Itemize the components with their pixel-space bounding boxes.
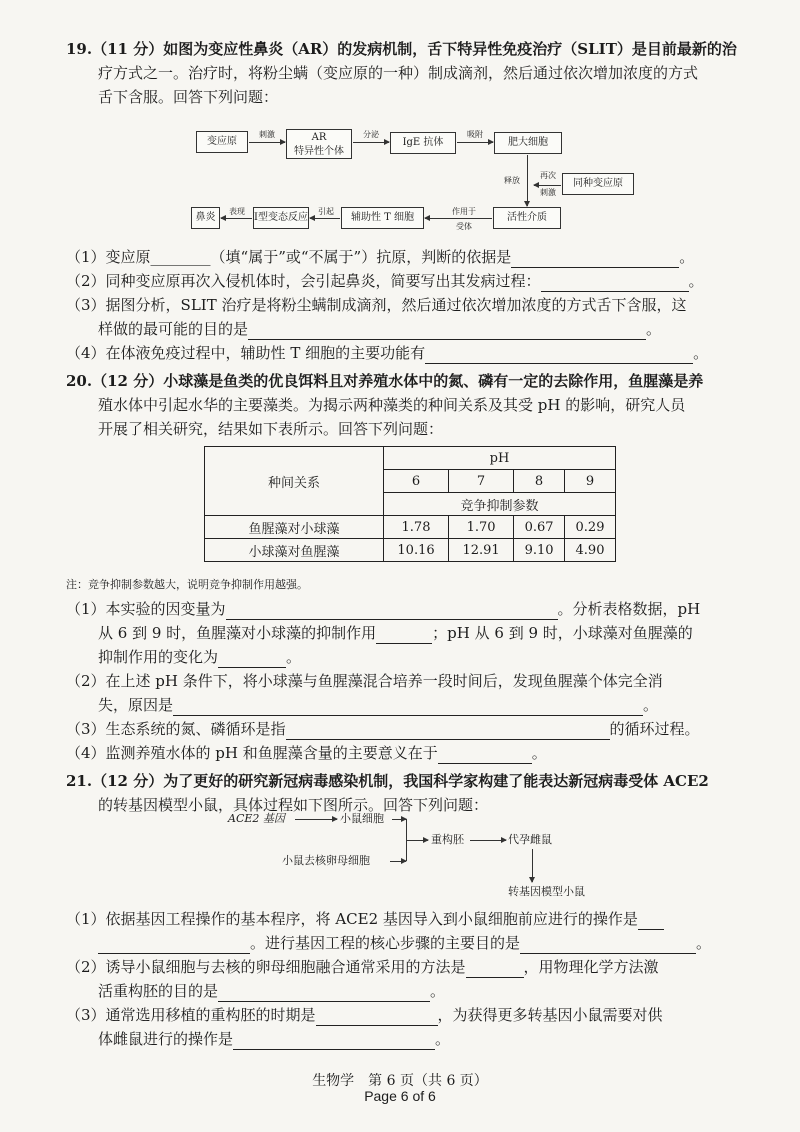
q20-sub4	[66, 742, 756, 764]
arrow-label: 再次	[540, 171, 556, 180]
answer-blank[interactable]	[520, 937, 696, 954]
q20-sub1-line1	[66, 598, 756, 620]
arrow-left	[534, 185, 561, 186]
arrow	[295, 819, 337, 820]
arrow-label: 受体	[456, 222, 472, 231]
competition-table	[204, 446, 616, 562]
q21-sub3-text: 体雌鼠进行的操作是	[98, 1030, 234, 1048]
footer-page-number: Page 6 of 6	[364, 1088, 436, 1104]
answer-blank[interactable]	[98, 937, 250, 954]
q21-sub1-line1	[66, 908, 756, 930]
answer-blank[interactable]	[286, 723, 610, 740]
q21-sub2-text: 活重构胚的目的是	[98, 982, 219, 1000]
q20-stem-line2: 殖水体中引起水华的主要藻类。为揭示两种藻类的种间关系及其受 pH 的影响，研究人员	[98, 396, 686, 414]
diagram-transgenic-mouse: 转基因模型小鼠	[508, 885, 585, 898]
table-row	[205, 539, 616, 562]
table-row-label: 鱼腥藻对小球藻	[205, 516, 384, 539]
table-row-label: 小球藻对鱼腥藻	[205, 539, 384, 562]
q21-sub1-text: （1）依据基因工程操作的基本程序，将 ACE2 基因导入到小鼠细胞前应进行的操作是	[66, 910, 638, 928]
q21-sub3-line2	[98, 1028, 788, 1050]
q19-stem-line2: 疗方式之一。治疗时，将粉尘螨（变应原的一种）制成滴剂，然后通过依次增加浓度的方式	[98, 64, 699, 82]
diagram-reconstructed-embryo: 重构胚	[431, 833, 464, 846]
footer-subject: 生物学 第 6 页（共 6 页）	[312, 1073, 488, 1089]
q19-sub1	[66, 246, 756, 268]
answer-blank[interactable]	[316, 1009, 438, 1026]
table-cell: 1.70	[449, 516, 514, 539]
q19-sub3-line2	[98, 318, 788, 340]
q20-sub3-text: （3）生态系统的氮、磷循环是指	[66, 720, 286, 738]
table-cell: 0.29	[565, 516, 616, 539]
q19-sub1-text: （1）变应原________（填“属于”或“不属于”）抗原，判断的依据是	[66, 248, 512, 266]
q20-sub1-text: 从 6 到 9 时，鱼腥藻对小球藻的抑制作用	[98, 624, 377, 642]
arrow-label: 释放	[504, 176, 520, 185]
arrow	[392, 819, 406, 820]
q20-sub1-text: （1）本实验的因变量为	[66, 600, 226, 618]
q20-sub1-line2	[98, 622, 788, 644]
arrow-down	[532, 849, 533, 882]
q20-sub4-text: （4）监测养殖水体的 pH 和鱼腥藻含量的主要意义在于	[66, 744, 438, 762]
q20-sub1-line3	[98, 646, 788, 668]
q21-stem-line2: 的转基因模型小鼠，具体过程如下图所示。回答下列问题：	[98, 796, 489, 814]
q19-sub3-line1: （3）据图分析，SLIT 治疗是将粉尘螨制成滴剂，然后通过依次增加浓度的方式舌下含服，这	[66, 296, 687, 314]
diagram-ace2-gene: ACE2 基因	[228, 812, 285, 825]
diagram-surrogate: 代孕雌鼠	[508, 833, 552, 846]
period: 。	[430, 982, 446, 1000]
q21-sub2-line2	[98, 980, 788, 1002]
table-cell: 4.90	[565, 539, 616, 562]
box-line: 特异性个体	[294, 146, 344, 157]
table-header-ph: pH	[384, 447, 616, 470]
q20-sub2-line2	[98, 694, 788, 716]
table-row	[205, 516, 616, 539]
table-ph-value: 7	[449, 470, 514, 493]
table-note: 注：竞争抑制参数越大，说明竞争抑制作用越强。	[66, 578, 308, 591]
period: 。	[688, 272, 704, 290]
arrow-label: 表现	[229, 207, 245, 216]
diagram-box-mast-cell: 肥大细胞	[494, 132, 562, 154]
answer-blank[interactable]	[541, 275, 689, 292]
q20-stem-line1: 20.（12 分）小球藻是鱼类的优良饵料且对养殖水体中的氮、磷有一定的去除作用，鱼腥藻是养	[66, 372, 704, 390]
q19-sub2	[66, 270, 756, 292]
table-header-param: 竞争抑制参数	[384, 493, 616, 516]
answer-blank[interactable]	[248, 323, 646, 340]
diagram-box-ar-individual	[286, 129, 352, 159]
q19-sub2-text: （2）同种变应原再次入侵机体时，会引起鼻炎，简要写出其发病过程：	[66, 272, 541, 290]
q21-stem-line1: 21.（12 分）为了更好的研究新冠病毒感染机制，我国科学家构建了能表达新冠病毒受体 ACE2	[66, 772, 709, 790]
answer-blank[interactable]	[218, 985, 430, 1002]
table-cell: 1.78	[384, 516, 449, 539]
q21-sub2-text: ，用物理化学方法激	[523, 958, 659, 976]
diagram-box-ige: IgE 抗体	[390, 132, 456, 154]
arrow	[457, 142, 493, 143]
arrow-label: 作用于	[452, 207, 476, 216]
q21-sub2-text: （2）诱导小鼠细胞与去核的卵母细胞融合通常采用的方法是	[66, 958, 466, 976]
arrow-left	[310, 218, 340, 219]
q21-sub3-line1	[66, 1004, 756, 1026]
answer-blank[interactable]	[173, 699, 643, 716]
diagram-box-helper-t-cell: 辅助性 T 细胞	[341, 207, 424, 229]
answer-blank[interactable]	[226, 603, 558, 620]
arrow	[470, 840, 506, 841]
q19-sub3-text: 样做的最可能的目的是	[98, 320, 249, 338]
diagram-box-active-mediator: 活性介质	[493, 207, 561, 229]
q19-sub4	[66, 342, 756, 364]
q21-sub3-text: （3）通常选用移植的重构胚的时期是	[66, 1006, 316, 1024]
arrow-left	[425, 218, 492, 219]
period: 。	[693, 344, 709, 362]
answer-blank[interactable]	[218, 651, 286, 668]
answer-blank[interactable]	[438, 747, 532, 764]
box-line: AR	[311, 132, 327, 143]
period: 。	[643, 696, 659, 714]
period: 。	[435, 1030, 451, 1048]
diagram-box-allergen: 变应原	[196, 131, 248, 153]
q20-stem-line3: 开展了相关研究，结果如下表所示。回答下列问题：	[98, 420, 444, 438]
q20-sub3	[66, 718, 756, 740]
table-header-relation: 种间关系	[205, 447, 384, 516]
arrow-down	[527, 155, 528, 206]
period: 。	[646, 320, 662, 338]
diagram-enucleated-egg: 小鼠去核卵母细胞	[282, 854, 370, 867]
q21-sub3-text: ，为获得更多转基因小鼠需要对供	[437, 1006, 663, 1024]
arrow-label: 刺激	[259, 130, 275, 139]
table-cell: 12.91	[449, 539, 514, 562]
q19-sub4-text: （4）在体液免疫过程中，辅助性 T 细胞的主要功能有	[66, 344, 426, 362]
period: 。	[286, 648, 302, 666]
arrow-label: 引起	[318, 207, 334, 216]
q20-sub2-text: 失，原因是	[98, 696, 174, 714]
table-cell: 10.16	[384, 539, 449, 562]
arrow-left	[221, 218, 252, 219]
q19-stem-line1: 19.（11 分）如图为变应性鼻炎（AR）的发病机制，舌下特异性免疫治疗（SLIT）是目前最新的治	[66, 40, 737, 58]
q19-stem-line3: 舌下含服。回答下列问题：	[98, 88, 279, 106]
q20-sub2-line1: （2）在上述 pH 条件下，将小球藻与鱼腥藻混合培养一段时间后，发现鱼腥藻个体完全消	[66, 672, 663, 690]
period: 。	[696, 934, 712, 952]
diagram-box-rhinitis: 鼻炎	[191, 207, 220, 229]
arrow	[353, 142, 389, 143]
table-cell: 9.10	[514, 539, 565, 562]
period: 。	[531, 744, 547, 762]
table-ph-value: 8	[514, 470, 565, 493]
table-ph-value: 6	[384, 470, 449, 493]
answer-blank[interactable]	[376, 627, 432, 644]
arrow-label: 刺激	[540, 188, 556, 197]
q21-sub1-text: 。进行基因工程的核心步骤的主要目的是	[250, 934, 521, 952]
answer-blank[interactable]	[233, 1033, 435, 1050]
diagram-mouse-cell: 小鼠细胞	[340, 812, 384, 825]
answer-blank[interactable]	[511, 251, 679, 268]
arrow-label: 吸附	[467, 130, 483, 139]
arrow-label: 分泌	[363, 130, 379, 139]
arrow	[249, 142, 285, 143]
q20-sub3-text: 的循环过程。	[609, 720, 700, 738]
arrow	[406, 840, 428, 841]
diagram-box-same-allergen: 同种变应原	[562, 173, 634, 195]
q20-sub1-text: 。分析表格数据，pH	[557, 600, 701, 618]
period: 。	[679, 248, 695, 266]
q21-sub1-line2	[98, 932, 788, 954]
diagram-box-type1-reaction: Ⅰ型变态反应	[253, 207, 309, 229]
q21-sub2-line1	[66, 956, 756, 978]
table-ph-value: 9	[565, 470, 616, 493]
table-cell: 0.67	[514, 516, 565, 539]
arrow	[390, 861, 406, 862]
q20-sub1-text: 抑制作用的变化为	[98, 648, 219, 666]
q20-sub1-text: ；pH 从 6 到 9 时，小球藻对鱼腥藻的	[432, 624, 693, 642]
answer-blank[interactable]	[425, 347, 693, 364]
answer-blank[interactable]	[638, 913, 664, 930]
answer-blank[interactable]	[466, 961, 524, 978]
